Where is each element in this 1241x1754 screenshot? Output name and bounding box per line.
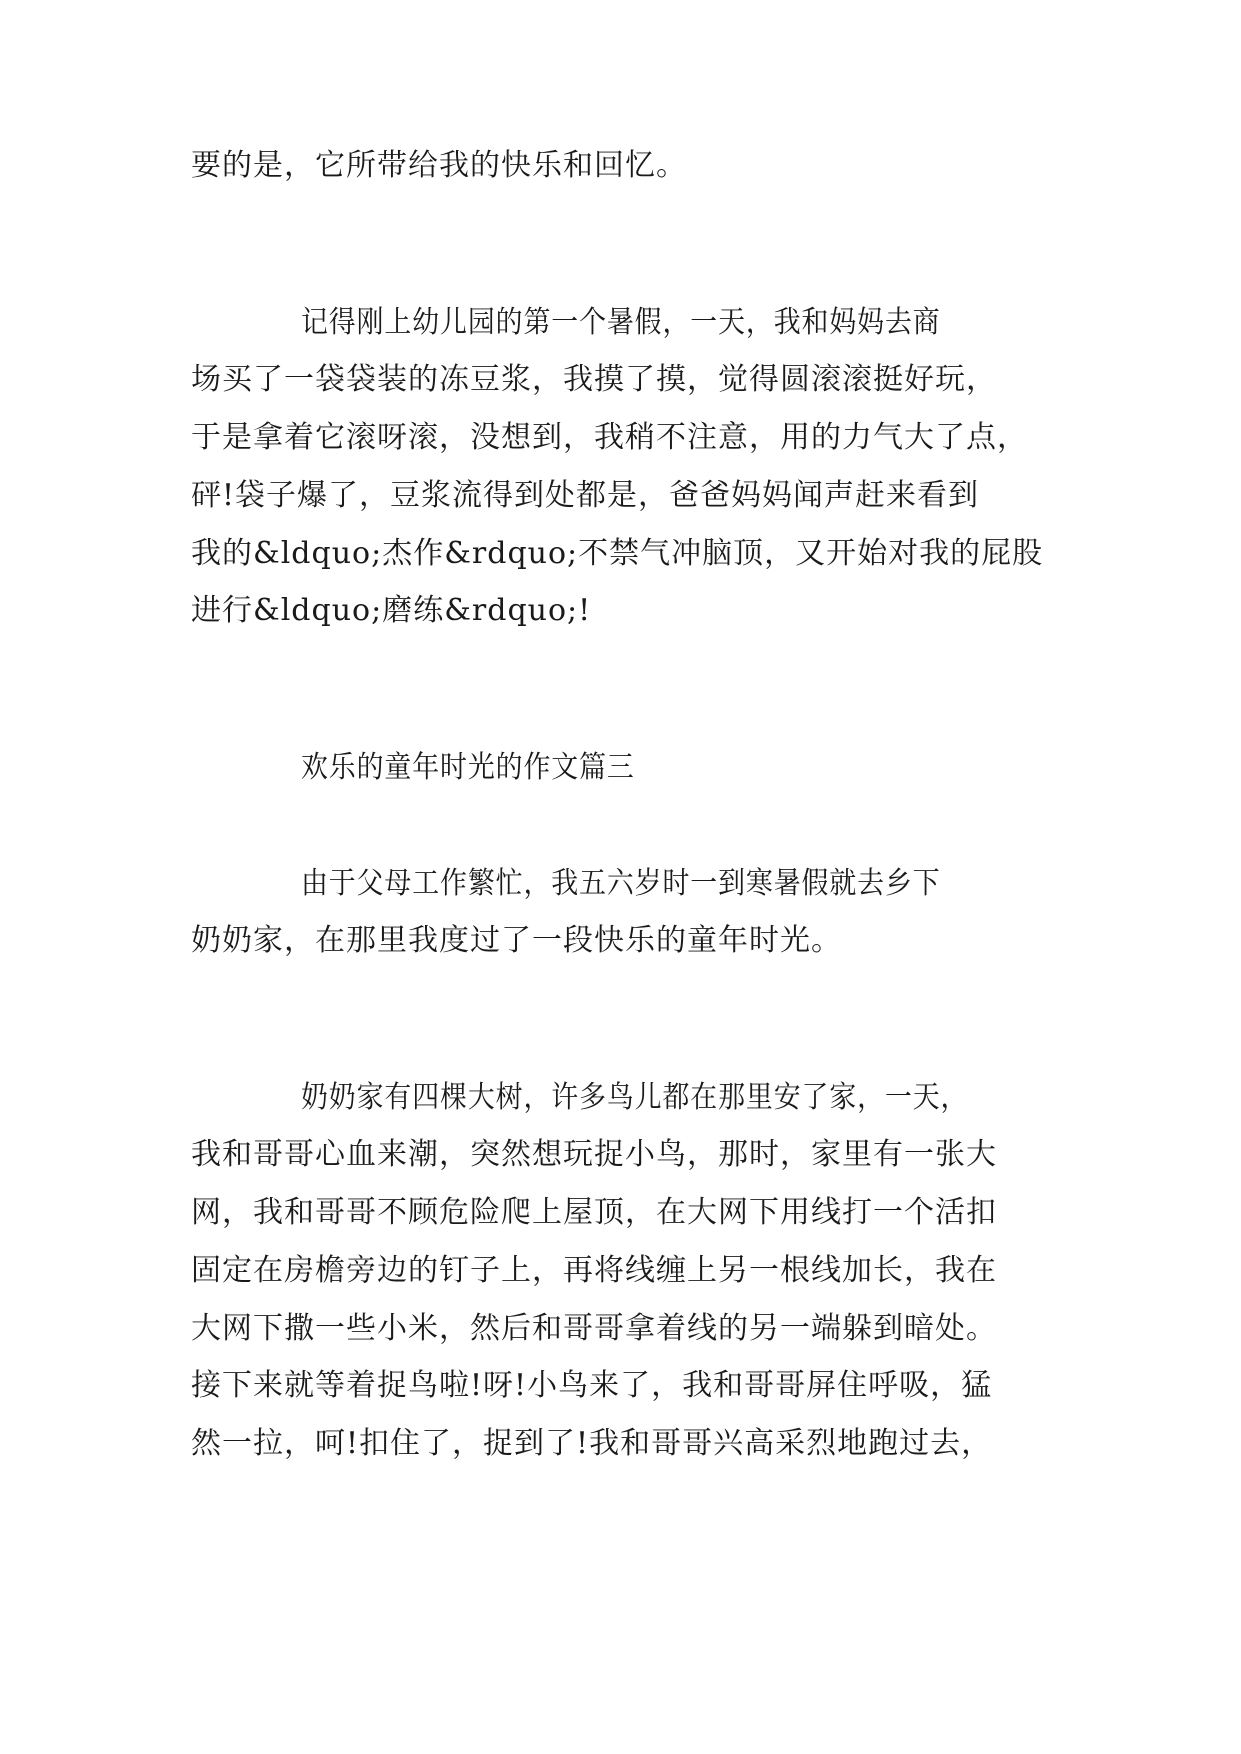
paragraph-line: 要的是，它所带给我的快乐和回忆。	[191, 148, 687, 183]
paragraph-line: 接下来就等着捉鸟啦!呀!小鸟来了，我和哥哥屏住呼吸，猛	[191, 1368, 993, 1403]
paragraph-line: 奶奶家，在那里我度过了一段快乐的童年时光。	[191, 923, 842, 958]
paragraph-line: 场买了一袋袋装的冻豆浆，我摸了摸，觉得圆滚滚挺好玩，	[191, 362, 997, 397]
paragraph-line: 奶奶家有四棵大树，许多鸟儿都在那里安了家，一天，	[301, 1080, 969, 1115]
paragraph-line: 我的&ldquo;杰作&rdquo;不禁气冲脑顶，又开始对我的屁股	[191, 536, 1044, 571]
paragraph-line: 进行&ldquo;磨练&rdquo;!	[191, 593, 592, 628]
section-heading: 欢乐的童年时光的作文篇三	[301, 750, 635, 785]
paragraph-line: 网，我和哥哥不顾危险爬上屋顶，在大网下用线打一个活扣	[191, 1195, 997, 1230]
paragraph-line: 砰!袋子爆了，豆浆流得到处都是，爸爸妈妈闻声赶来看到	[191, 478, 980, 513]
paragraph-line: 然一拉，呵!扣住了，捉到了!我和哥哥兴高采烈地跑过去，	[191, 1426, 993, 1461]
paragraph-line: 我和哥哥心血来潮，突然想玩捉小鸟，那时，家里有一张大	[191, 1137, 997, 1172]
paragraph-line: 记得刚上幼儿园的第一个暑假，一天，我和妈妈去商	[301, 305, 941, 340]
paragraph-line: 固定在房檐旁边的钉子上，再将线缠上另一根线加长，我在	[191, 1253, 997, 1288]
paragraph-line: 大网下撒一些小米，然后和哥哥拿着线的另一端躲到暗处。	[191, 1311, 997, 1346]
paragraph-line: 由于父母工作繁忙，我五六岁时一到寒暑假就去乡下	[301, 866, 941, 901]
paragraph-line: 于是拿着它滚呀滚，没想到，我稍不注意，用的力气大了点，	[191, 420, 1028, 455]
